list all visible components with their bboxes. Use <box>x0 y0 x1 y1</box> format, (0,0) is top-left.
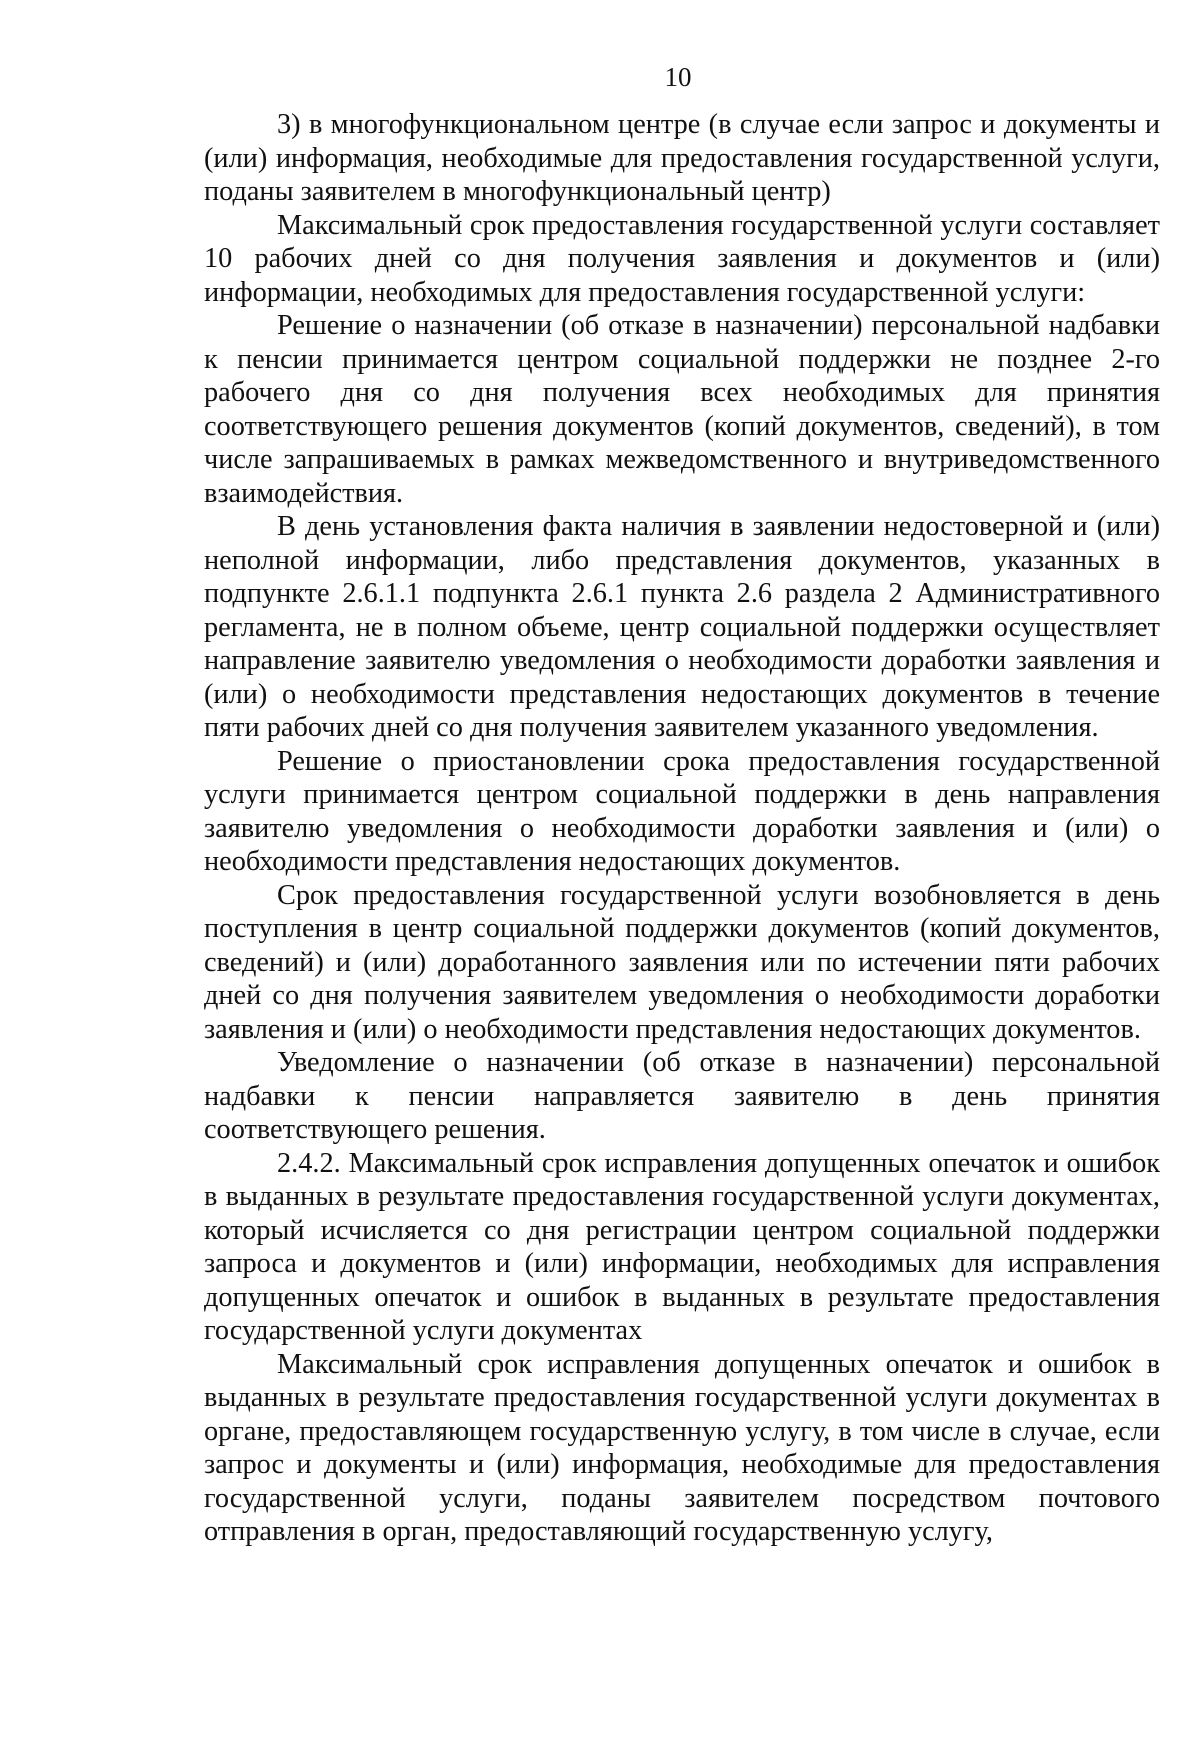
paragraph-term-resumption: Срок предоставления государственной услуги возобновляется в день поступления в центр социальной поддержки документов (копий документов, сведений) и (или) доработанного заявления или по истечении пяти рабочих дней со дня получения заявителем уведомления о необходимости доработки заявления и (или) о необходимости представления недостающих документов. <box>204 879 1160 1045</box>
paragraph-section-2-4-2: 2.4.2. Максимальный срок исправления допущенных опечаток и ошибок в выданных в результате предоставления государственной услуги документах, который исчисляется со дня регистрации центром социальной поддержки запроса и документов и (или) информации, необходимых для исправления допущенных опечаток и ошибок в выданных в результате предоставления государственной услуги документах <box>204 1147 1160 1346</box>
paragraph-suspension-decision: Решение о приостановлении срока предоставления государственной услуги принимается центром социальной поддержки в день направления заявителю уведомления о необходимости доработки заявления и (или) о необходимости представления недостающих документов. <box>204 745 1160 877</box>
document-body <box>204 108 1160 1549</box>
page-number: 10 <box>664 62 692 92</box>
paragraph-mfc-submission: 3) в многофункциональном центре (в случае если запрос и документы и (или) информация, необходимые для предоставления государственной услуги, поданы заявителем в многофункциональный центр) <box>204 109 1160 207</box>
paragraph-correction-term: Максимальный срок исправления допущенных опечаток и ошибок в выданных в результате предоставления государственной услуги документах в органе, предоставляющем государственную услугу, в том числе в случае, если запрос и документы и (или) информация, необходимые для предоставления государственной услуги, поданы заявителем посредством почтового отправления в орган, предоставляющий государственную услугу, <box>204 1348 1160 1547</box>
paragraph-max-service-term: Максимальный срок предоставления государственной услуги составляет 10 рабочих дней со дня получения заявления и документов и (или) информации, необходимых для предоставления государственной услуги: <box>204 209 1160 308</box>
paragraph-decision-notice: Уведомление о назначении (об отказе в назначении) персональной надбавки к пенсии направляется заявителю в день принятия соответствующего решения. <box>204 1047 1160 1145</box>
paragraph-incomplete-information: В день установления факта наличия в заявлении недостоверной и (или) неполной информации, либо представления документов, указанных в подпункте 2.6.1.1 подпункта 2.6.1 пункта 2.6 раздела 2 Административного регламента, не в полном объеме, центр социальной поддержки осуществляет направление заявителю уведомления о необходимости доработки заявления и (или) о необходимости представления недостающих документов в течение пяти рабочих дней со дня получения заявителем указанного уведомления. <box>204 511 1160 743</box>
paragraph-assignment-decision: Решение о назначении (об отказе в назначении) персональной надбавки к пенсии принимается центром социальной поддержки не позднее 2-го рабочего дня со дня получения всех необходимых для принятия соответствующего решения документов (копий документов, сведений), в том числе запрашиваемых в рамках межведомственного и внутриведомственного взаимодействия. <box>204 310 1160 509</box>
